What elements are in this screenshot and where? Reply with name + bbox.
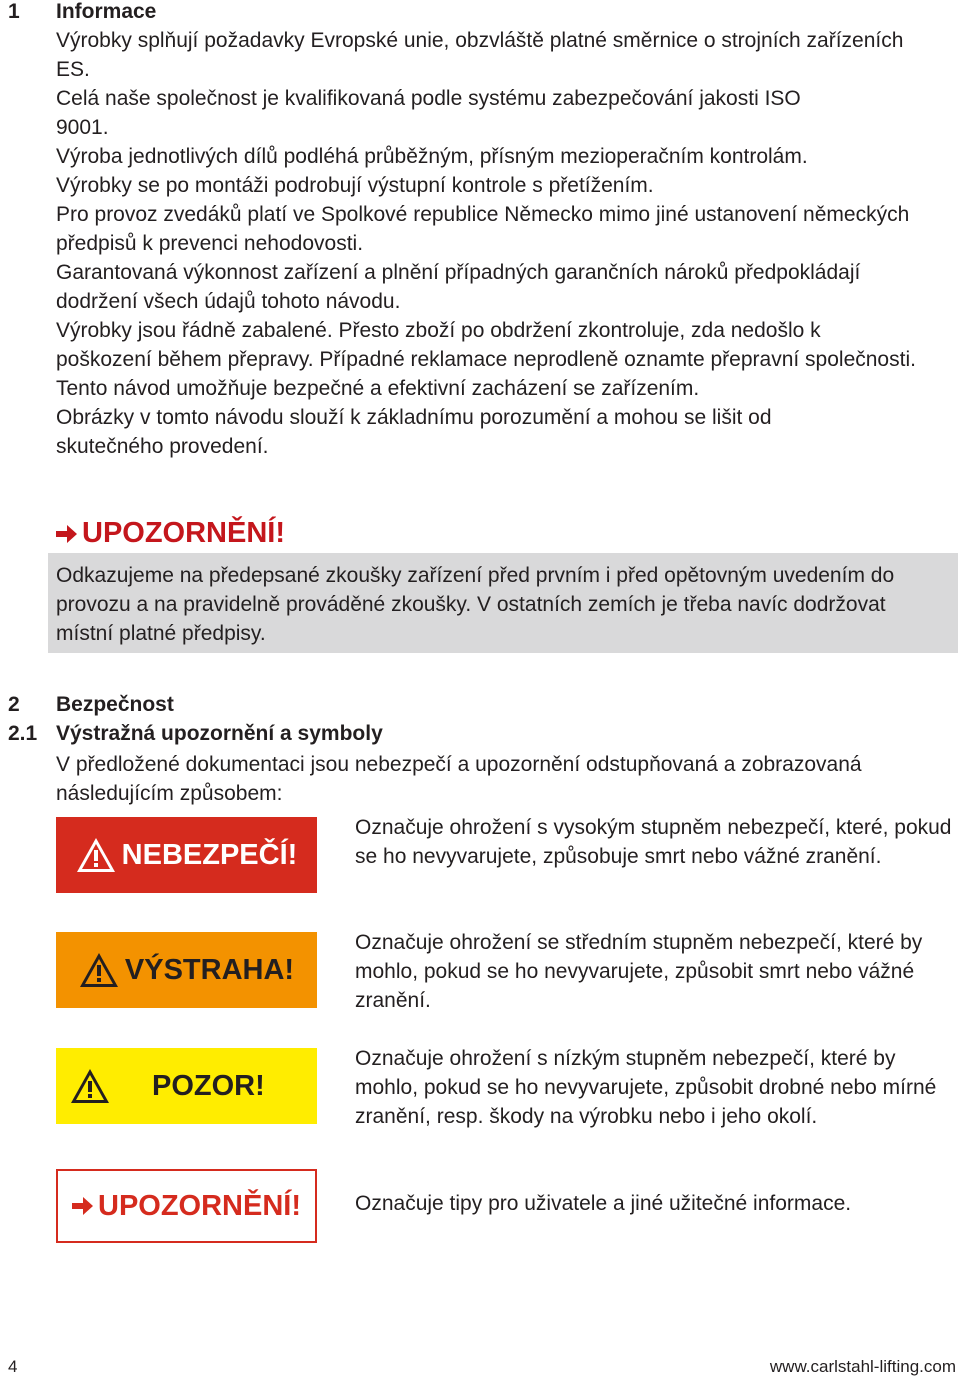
caution-description: Označuje ohrožení s nízkým stupněm nebezpečí, které by mohlo, pokud se ho nevyvarujete, způsobit drobné nebo mírné zranění, resp. škody na výrobku nebo i jeho okolí. <box>355 1047 937 1128</box>
section-number: 2 <box>8 693 20 716</box>
danger-description: Označuje ohrožení s vysokým stupněm nebezpečí, které, pokud se ho nevyvarujete, způsobuje smrt nebo vážné zranění. <box>355 816 952 868</box>
caution-label-text: POZOR! <box>152 1069 265 1102</box>
section-title: Bezpečnost <box>56 693 174 716</box>
paragraph: Garantovaná výkonnost zařízení a plnění případných garančních nároků předpokládají dodržení všech údajů tohoto návodu. <box>56 261 861 313</box>
paragraph: Výrobky se po montáži podrobují výstupní kontrole s přetížením. <box>56 174 654 197</box>
section-title: Informace <box>56 0 157 23</box>
section-intro: V předložené dokumentaci jsou nebezpečí a upozornění odstupňovaná a zobrazovaná následujícím způsobem: <box>56 753 862 805</box>
paragraph: Výrobky jsou řádně zabalené. Přesto zboží po obdržení zkontroluje, zda nedošlo k poškození během přepravy. Případné reklamace neprodleně oznamte přepravní společnosti. <box>56 319 916 371</box>
page-number: 4 <box>8 1357 18 1376</box>
warning-description: Označuje ohrožení se středním stupněm nebezpečí, které by mohlo, pokud se ho nevyvarujete, způsobit smrt nebo vážné zranění. <box>355 931 923 1012</box>
paragraph: Tento návod umožňuje bezpečné a efektivní zacházení se zařízením. <box>56 377 700 400</box>
paragraph: Výrobky splňují požadavky Evropské unie, obzvláště platné směrnice o strojních zařízeních ES. <box>56 29 904 81</box>
paragraph: Pro provoz zvedáků platí ve Spolkové republice Německo mimo jiné ustanovení německých předpisů k prevenci nehodovosti. <box>56 203 910 255</box>
warning-triangle-icon <box>79 952 119 988</box>
arrow-right-icon <box>72 1196 94 1216</box>
footer-url[interactable]: www.carlstahl-lifting.com <box>769 1357 956 1376</box>
danger-label-text: NEBEZPEČÍ! <box>121 838 298 871</box>
notice-signal-label-text: UPOZORNĚNÍ! <box>98 1189 301 1222</box>
paragraph: Obrázky v tomto návodu slouží k základnímu porozumění a mohou se lišit od skutečného provedení. <box>56 406 772 458</box>
paragraph: Celá naše společnost je kvalifikovaná podle systému zabezpečování jakosti ISO 9001. <box>56 87 801 139</box>
warning-label-text: VÝSTRAHA! <box>124 953 295 986</box>
notice-box <box>48 553 958 653</box>
notice-description: Označuje tipy pro uživatele a jiné užitečné informace. <box>355 1192 852 1215</box>
notice-signal-label <box>56 1169 317 1243</box>
section-number: 1 <box>8 0 20 23</box>
paragraph: Výroba jednotlivých dílů podléhá průběžným, přísným mezioperačním kontrolám. <box>56 145 808 168</box>
danger-label <box>56 817 317 893</box>
warning-label <box>56 932 317 1008</box>
warning-triangle-icon <box>76 837 116 873</box>
notice-label <box>56 517 285 550</box>
notice-label-text: UPOZORNĚNÍ! <box>82 517 285 549</box>
section-body <box>56 26 921 461</box>
section-title: Výstražná upozornění a symboly <box>56 722 383 745</box>
section-number: 2.1 <box>8 722 38 745</box>
caution-label <box>56 1048 317 1124</box>
notice-text: Odkazujeme na předepsané zkoušky zařízení před prvním i před opětovným uvedením do provozu a na pravidelně prováděné zkoušky. V ostatních zemích je třeba navíc dodržovat místní platné předpisy. <box>56 564 895 645</box>
warning-triangle-icon <box>70 1068 110 1104</box>
arrow-right-icon <box>56 524 78 544</box>
